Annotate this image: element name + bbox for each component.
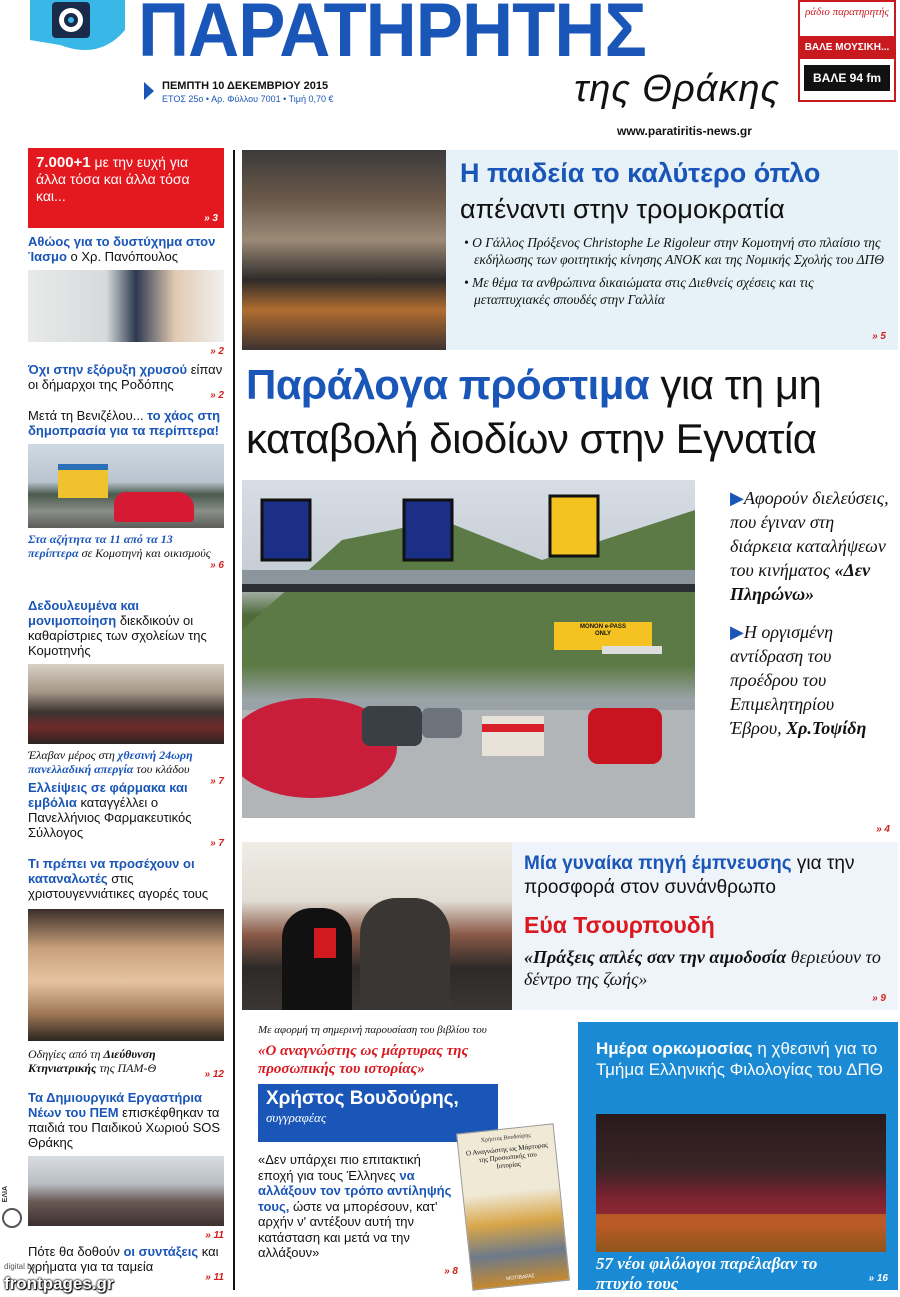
radio-ad[interactable] bbox=[798, 0, 896, 102]
story-photo bbox=[242, 842, 512, 1010]
lead-headline-blue: Παράλογα πρόστιμα bbox=[246, 361, 650, 408]
story-photo bbox=[596, 1114, 886, 1252]
story-title-blue: Μία γυναίκα πηγή έμπνευσης bbox=[524, 853, 792, 874]
sidebar-story-cleaners[interactable] bbox=[28, 598, 224, 787]
bullet-text: Αφορούν διελεύσεις, που έγιναν στη διάρκεια καταλήψεων του κινήματος bbox=[730, 488, 889, 580]
sidebar-story-workshops[interactable] bbox=[28, 1090, 224, 1241]
story-page: » 7 bbox=[210, 776, 224, 787]
cover-title: Ο Αναγνώστης ως Μάρτυρας της Προσωπικής του Ιστορίας bbox=[465, 1141, 549, 1171]
story-book[interactable] bbox=[248, 1018, 566, 1290]
story-page: » 2 bbox=[210, 390, 224, 401]
bullet-text: Με θέμα τα ανθρώπινα δικαιώματα στις Διεθνείς σχέσεις και τις μεταπτυχιακές σπουδές στην Γαλλία bbox=[472, 275, 814, 307]
story-caption-head: Στα αζήτητα τα 11 από τα 13 περίπτερα bbox=[28, 532, 173, 560]
story-caption: της ΠΑΜ-Θ bbox=[96, 1061, 157, 1075]
date-arrow-icon bbox=[144, 82, 154, 100]
bullet-text: Η οργισμένη αντίδραση του προέδρου του Επιμελητηρίου Έβρου, bbox=[730, 622, 835, 738]
story-title: η χθεσινή για το Τμήμα Ελληνικής Φιλολογίας του ΔΠΘ bbox=[596, 1039, 883, 1079]
seal-icon bbox=[2, 1208, 22, 1228]
story-text: και χρήματα για τα ταμεία bbox=[28, 1244, 219, 1274]
side-logo-text: ΕΛΙΑ bbox=[2, 1186, 9, 1203]
promo-text: με την ευχή για άλλα τόσα και άλλα τόσα και... bbox=[36, 154, 190, 204]
story-caption-head: Διεύθυνση Κτηνιατρικής bbox=[28, 1047, 156, 1075]
promo-number: 7.000+1 bbox=[36, 154, 91, 171]
radio-brand: ράδιο παρατηρητής bbox=[805, 6, 889, 18]
story-page: » 11 bbox=[205, 1230, 224, 1241]
story-caption-pre: Έλαβαν μέρος στη bbox=[28, 748, 118, 762]
issue-date: ΠΕΜΠΤΗ 10 ΔΕΚΕΜΒΡΙΟΥ 2015 bbox=[162, 80, 329, 92]
story-caption: του κλάδου bbox=[133, 762, 190, 776]
story-headline: Αθώος για το δυστύχημα στον Ίασμο bbox=[28, 234, 216, 264]
story-headline: Ελλείψεις σε φάρμακα και εμβόλια bbox=[28, 780, 188, 810]
story-bullet: • Ο Γάλλος Πρόξενος Christophe Le Rigoleur στην Κομοτηνή στο πλαίσιο της εκδήλωσης των φοιτητικής κίνησης ΑΝΟΚ και της Νομικής Σχολής του ΔΠΘ bbox=[464, 235, 885, 267]
story-quote: θεριεύουν το δέντρο της ζωής» bbox=[524, 947, 881, 989]
story-photo bbox=[28, 444, 224, 528]
story-page: » 12 bbox=[204, 1069, 224, 1080]
bullet-text: Ο Γάλλος Πρόξενος Christophe Le Rigoleur στην Κομοτηνή στο πλαίσιο της εκδήλωσης των φοιτητικής κίνησης ΑΝΟΚ και της Νομικής Σχολής του ΔΠΘ bbox=[472, 235, 885, 267]
story-page: » 6 bbox=[210, 560, 224, 571]
story-page: » 5 bbox=[872, 331, 886, 342]
story-photo bbox=[242, 150, 446, 350]
lead-headline[interactable] bbox=[246, 358, 896, 466]
story-person-name: Εύα Τσουρπουδή bbox=[524, 912, 715, 938]
lead-photo bbox=[242, 480, 695, 818]
story-page: » 2 bbox=[210, 346, 224, 357]
lead-page: » 4 bbox=[876, 824, 890, 835]
story-headline: Δεδουλευμένα και μονιμοποίηση bbox=[28, 598, 139, 628]
sidebar bbox=[28, 148, 228, 1288]
story-bullet: • Με θέμα τα ανθρώπινα δικαιώματα στις Διεθνείς σχέσεις και τις μεταπτυχιακές σπουδές στην Γαλλία bbox=[464, 275, 814, 307]
book-quote bbox=[258, 1152, 454, 1261]
story-caption-head: χθεσινή 24ωρη πανελλαδική απεργία bbox=[28, 748, 193, 776]
story-title: για την προσφορά στον συνάνθρωπο bbox=[524, 853, 855, 898]
story-pre: Μετά τη Βενιζέλου... bbox=[28, 408, 148, 423]
story-headline: οι συντάξεις bbox=[123, 1244, 199, 1259]
story-text: στις χριστουγεννιάτικες αγορές τους bbox=[28, 871, 209, 901]
story-page: » 7 bbox=[210, 838, 224, 849]
cover-publisher: ΜΟΤΙΒΑΡΑΣ bbox=[505, 1273, 535, 1283]
author-name: Χρήστος Βουδούρης, bbox=[266, 1088, 459, 1109]
story-caption: σε Κομοτηνή και οικισμούς bbox=[78, 546, 211, 560]
watermark: frontpages.gr bbox=[4, 1274, 114, 1293]
lead-bullets bbox=[730, 486, 890, 740]
lead-bullet-2 bbox=[730, 620, 890, 740]
sidebar-story-kiosks[interactable] bbox=[28, 408, 224, 571]
story-page: » 8 bbox=[444, 1266, 458, 1277]
story-text: επισκέφθηκαν τα παιδιά του Παιδικού Χωριού SOS Θράκης bbox=[28, 1105, 221, 1150]
story-oath[interactable] bbox=[578, 1022, 898, 1293]
story-page: » 9 bbox=[872, 993, 886, 1004]
sidebar-story-gold-mining[interactable] bbox=[28, 362, 224, 401]
radio-slogan: ΒΑΛΕ ΜΟΥΣΙΚΗ... bbox=[800, 36, 894, 59]
story-woman[interactable] bbox=[242, 842, 898, 1010]
story-quote-bold: «Πράξεις απλές σαν την αιμοδοσία bbox=[524, 947, 787, 967]
column-divider bbox=[233, 150, 235, 1290]
bullet-arrow-icon: ▶ bbox=[730, 622, 744, 642]
masthead-title: ΠΑΡΑΤΗΡΗΤΗΣ bbox=[138, 0, 646, 73]
radio-frequency: ΒΑΛΕ 94 fm bbox=[804, 65, 890, 91]
masthead-subtitle: της Θράκης bbox=[574, 68, 780, 110]
quote-text: «Δεν υπάρχει πιο επιτακτική εποχή για τους Έλληνες bbox=[258, 1152, 421, 1183]
story-headline: Όχι στην εξόρυξη χρυσού bbox=[28, 362, 188, 377]
bullet-bold: «Δεν Πληρώνω» bbox=[730, 560, 871, 604]
story-headline: Τα Δημιουργικά Εργαστήρια Νέων του ΠΕΜ bbox=[28, 1090, 202, 1120]
quote-bold: να αλλάξουν τον τρόπο αντίληψής τους, bbox=[258, 1167, 452, 1214]
story-caption-pre: Οδηγίες από τη bbox=[28, 1047, 104, 1061]
story-text: καταγγέλλει ο Πανελλήνιος Φαρμακευτικός Σύλλογος bbox=[28, 795, 192, 840]
story-title-bold: Ημέρα ορκωμοσίας bbox=[596, 1039, 753, 1058]
story-text: είπαν οι δήμαρχοι της Ροδόπης bbox=[28, 362, 223, 392]
digital-by-text: digital by bbox=[4, 1262, 36, 1271]
story-photo bbox=[28, 1156, 224, 1226]
lead-headline-rest: για τη μη καταβολή διοδίων στην Εγνατία bbox=[246, 361, 822, 462]
story-pre: Πότε θα δοθούν bbox=[28, 1244, 124, 1259]
story-caption: 57 νέοι φιλόλογοι παρέλαβαν το πτυχίο τους bbox=[596, 1254, 818, 1293]
cover-author: Χρήστος Βουδούρης bbox=[480, 1132, 532, 1144]
story-headline: το χάος στη δημοπρασία για τα περίπτερα! bbox=[28, 408, 221, 438]
story-text: ο Χρ. Πανόπουλος bbox=[66, 249, 179, 264]
author-role: συγγραφέας bbox=[266, 1110, 327, 1125]
promo-page: » 3 bbox=[204, 213, 218, 224]
story-text: διεκδικούν οι καθαρίστριες των σχολείων της Κομοτηνής bbox=[28, 613, 207, 658]
story-headline: Τι πρέπει να προσέχουν οι καταναλωτές bbox=[28, 856, 195, 886]
sidebar-story-consumers[interactable] bbox=[28, 856, 224, 1080]
side-logo bbox=[2, 1186, 24, 1266]
story-photo bbox=[28, 909, 224, 1041]
camera-logo-icon bbox=[30, 0, 125, 55]
website-url[interactable]: www.paratiritis-news.gr bbox=[617, 124, 752, 138]
issue-info: ΕΤΟΣ 25ο • Αρ. Φύλλου 7001 • Τιμή 0,70 € bbox=[162, 94, 334, 104]
bullet-bold: Χρ.Τοψίδη bbox=[786, 718, 867, 738]
book-intro: Με αφορμή τη σημερινή παρουσίαση του βιβλίου του bbox=[258, 1024, 487, 1036]
sidebar-story-panopoulos[interactable] bbox=[28, 234, 224, 357]
story-page: » 16 bbox=[868, 1273, 888, 1284]
toll-sign-text: ΜΟΝΟΝ e-PASS ONLY bbox=[580, 624, 626, 637]
story-photo bbox=[28, 270, 224, 342]
story-education[interactable] bbox=[242, 150, 898, 350]
bullet-arrow-icon: ▶ bbox=[730, 488, 744, 508]
lead-bullet-1 bbox=[730, 486, 890, 606]
story-page: » 11 bbox=[205, 1272, 224, 1283]
story-title: απέναντι στην τρομοκρατία bbox=[460, 194, 785, 224]
quote-text: ώστε να μπορέσουν, κατ' αρχήν ν' αντέξουν αυτή την κατάσταση και μετά να την αλλάξουν» bbox=[258, 1198, 438, 1260]
promo-box[interactable] bbox=[28, 148, 224, 228]
sidebar-story-pharmacy[interactable] bbox=[28, 780, 224, 849]
book-cover bbox=[456, 1123, 570, 1290]
book-title: «Ο αναγνώστης ως μάρτυρας της προσωπικής του ιστορίας» bbox=[258, 1043, 469, 1077]
story-photo bbox=[28, 664, 224, 744]
story-title-blue: Η παιδεία το καλύτερο όπλο bbox=[460, 158, 821, 188]
